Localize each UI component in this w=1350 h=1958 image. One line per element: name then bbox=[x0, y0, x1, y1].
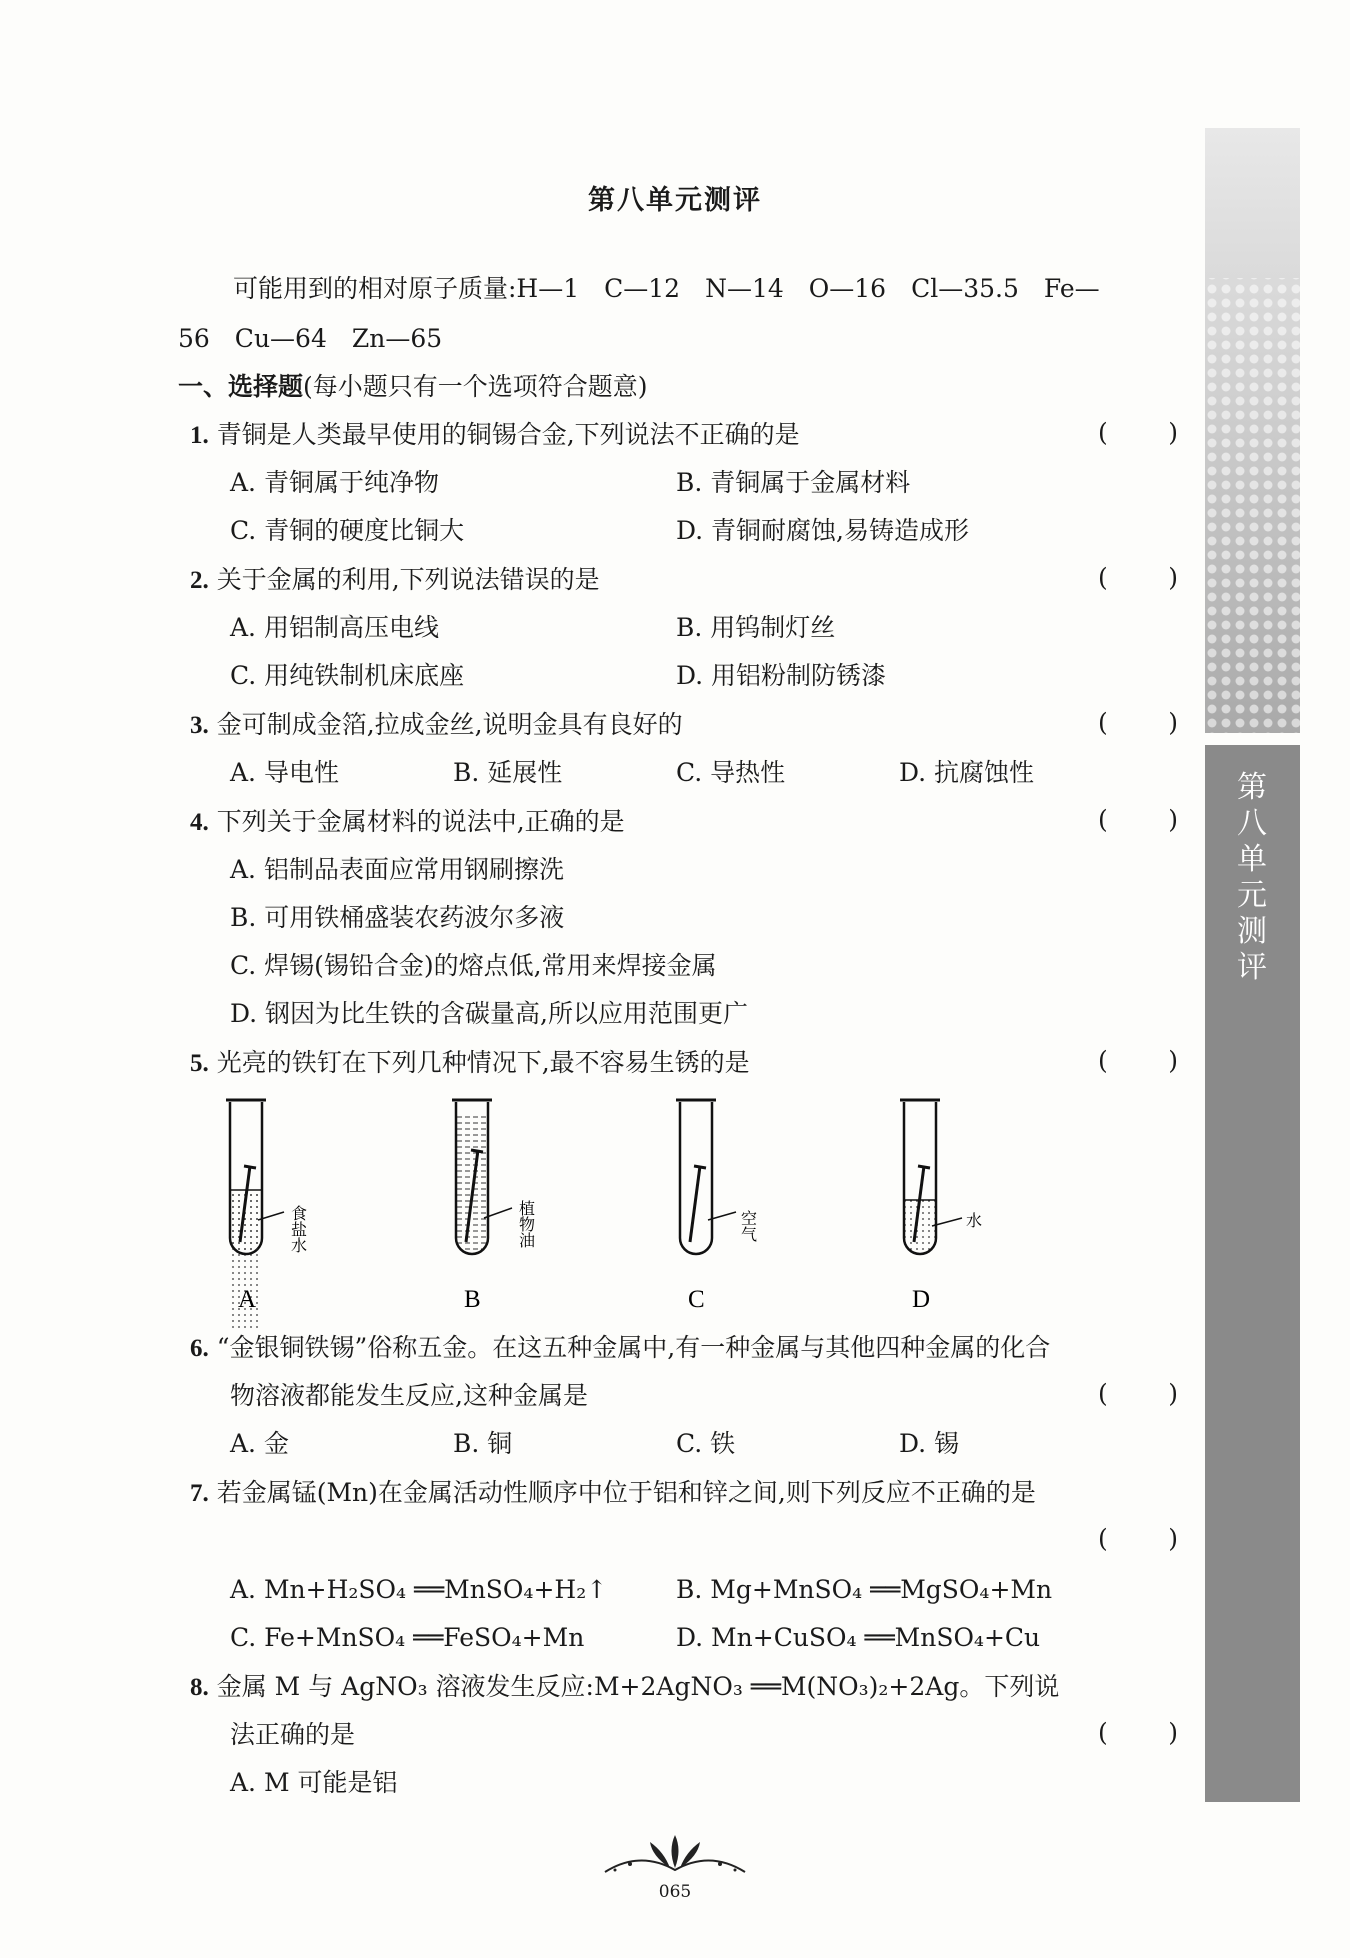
question-stem-line1: “金银铜铁锡”俗称五金。在这五种金属中,有一种金属与其他四种金属的化合 bbox=[216, 1333, 1051, 1362]
q3-option-d: D. 抗腐蚀性 bbox=[899, 758, 1035, 787]
question-3 bbox=[190, 708, 683, 743]
tube-a-letter: A bbox=[238, 1286, 257, 1313]
q2-option-c: C. 用纯铁制机床底座 bbox=[230, 661, 465, 690]
question-number: 5. bbox=[190, 1050, 209, 1077]
q4-option-d: D. 钢因为比生铁的含碳量高,所以应用范围更广 bbox=[230, 999, 748, 1028]
answer-blank-3[interactable]: ( ) bbox=[1098, 708, 1178, 737]
answer-blank-2[interactable]: ( ) bbox=[1098, 563, 1178, 592]
q4-option-b: B. 可用铁桶盛装农药波尔多液 bbox=[230, 903, 565, 932]
section-note: (每小题只有一个选项符合题意) bbox=[303, 372, 648, 401]
test-tube-c bbox=[676, 1100, 758, 1313]
question-number: 6. bbox=[190, 1335, 209, 1362]
tube-c-letter: C bbox=[688, 1286, 705, 1313]
test-tube-b bbox=[452, 1100, 536, 1313]
atomic-masses-line1: 可能用到的相对原子质量:H—1 C—12 N—14 O—16 Cl—35.5 Fe— bbox=[233, 274, 1100, 303]
page-title: 第八单元测评 bbox=[588, 185, 762, 216]
q8-option-a: A. M 可能是铝 bbox=[230, 1768, 398, 1797]
atomic-masses-line2: 56 Cu—64 Zn—65 bbox=[178, 324, 443, 353]
q6-option-b: B. 铜 bbox=[453, 1429, 513, 1458]
tube-c-label: 空气 bbox=[738, 1210, 758, 1242]
answer-blank-6[interactable]: ( ) bbox=[1098, 1379, 1178, 1408]
ornament-icon bbox=[600, 1830, 750, 1880]
answer-blank-8[interactable]: ( ) bbox=[1098, 1718, 1178, 1747]
question-1 bbox=[190, 418, 800, 453]
q7-option-a: A. Mn+H₂SO₄ ══MnSO₄+H₂↑ bbox=[230, 1575, 608, 1604]
q2-option-d: D. 用铝粉制防锈漆 bbox=[676, 661, 887, 690]
q4-option-c: C. 焊锡(锡铅合金)的熔点低,常用来焊接金属 bbox=[230, 951, 717, 980]
question-2 bbox=[190, 563, 600, 598]
answer-blank-4[interactable]: ( ) bbox=[1098, 805, 1178, 834]
dot-pattern bbox=[1205, 128, 1300, 733]
sidebar-decoration bbox=[1205, 128, 1300, 733]
q6-option-c: C. 铁 bbox=[676, 1429, 736, 1458]
q1-option-b: B. 青铜属于金属材料 bbox=[676, 468, 911, 497]
q1-option-a: A. 青铜属于纯净物 bbox=[230, 468, 439, 497]
question-number: 8. bbox=[190, 1674, 209, 1701]
question-stem: 关于金属的利用,下列说法错误的是 bbox=[216, 565, 600, 594]
q7-option-b: B. Mg+MnSO₄ ══MgSO₄+Mn bbox=[676, 1575, 1053, 1604]
q1-option-c: C. 青铜的硬度比铜大 bbox=[230, 516, 465, 545]
question-stem-line1: 金属 M 与 AgNO₃ 溶液发生反应:M+2AgNO₃ ══M(NO₃)₂+2Ag。下列说 bbox=[216, 1672, 1060, 1701]
question-number: 7. bbox=[190, 1480, 209, 1507]
tube-d-label: 水 bbox=[966, 1211, 983, 1230]
q3-option-c: C. 导热性 bbox=[676, 758, 786, 787]
answer-blank-5[interactable]: ( ) bbox=[1098, 1046, 1178, 1075]
question-8 bbox=[190, 1670, 1059, 1705]
question-stem: 若金属锰(Mn)在金属活动性顺序中位于铝和锌之间,则下列反应不正确的是 bbox=[216, 1478, 1036, 1507]
q1-option-d: D. 青铜耐腐蚀,易铸造成形 bbox=[676, 516, 969, 545]
q4-option-a: A. 铝制品表面应常用钢刷擦洗 bbox=[230, 855, 564, 884]
q3-option-a: A. 导电性 bbox=[230, 758, 339, 787]
question-4 bbox=[190, 805, 625, 840]
section-heading bbox=[178, 370, 648, 404]
q7-option-c: C. Fe+MnSO₄ ══FeSO₄+Mn bbox=[230, 1623, 585, 1652]
q6-option-a: A. 金 bbox=[230, 1429, 289, 1458]
q6-option-d: D. 锡 bbox=[899, 1429, 960, 1458]
question-number: 1. bbox=[190, 422, 209, 449]
question-6 bbox=[190, 1331, 1050, 1366]
question-8-line2: 法正确的是 bbox=[230, 1720, 356, 1749]
question-stem: 光亮的铁钉在下列几种情况下,最不容易生锈的是 bbox=[216, 1048, 750, 1077]
question-number: 4. bbox=[190, 809, 209, 836]
sidebar-tab-label: 第八单元测评 bbox=[1237, 770, 1267, 985]
question-stem: 青铜是人类最早使用的铜锡合金,下列说法不正确的是 bbox=[216, 420, 800, 449]
q3-option-b: B. 延展性 bbox=[453, 758, 563, 787]
q2-option-b: B. 用钨制灯丝 bbox=[676, 613, 836, 642]
question-5 bbox=[190, 1046, 750, 1081]
question-7 bbox=[190, 1476, 1036, 1511]
question-number: 3. bbox=[190, 712, 209, 739]
answer-blank-7[interactable]: ( ) bbox=[1098, 1524, 1178, 1553]
tube-b-label: 植物油 bbox=[516, 1200, 536, 1248]
question-stem: 金可制成金箔,拉成金丝,说明金具有良好的 bbox=[216, 710, 683, 739]
tube-b-letter: B bbox=[464, 1286, 481, 1313]
test-tube-a bbox=[226, 1100, 308, 1330]
q2-option-a: A. 用铝制高压电线 bbox=[230, 613, 439, 642]
section-label: 一、选择题 bbox=[178, 372, 304, 401]
page-number: 065 bbox=[658, 1882, 692, 1902]
tube-d-letter: D bbox=[912, 1286, 931, 1313]
question-stem: 下列关于金属材料的说法中,正确的是 bbox=[216, 807, 625, 836]
test-tube-figure bbox=[200, 1090, 1020, 1330]
q7-option-d: D. Mn+CuSO₄ ══MnSO₄+Cu bbox=[676, 1623, 1041, 1652]
question-number: 2. bbox=[190, 567, 209, 594]
answer-blank-1[interactable]: ( ) bbox=[1098, 418, 1178, 447]
test-tube-d bbox=[900, 1100, 982, 1313]
tube-a-label: 食盐水 bbox=[288, 1205, 308, 1253]
question-6-line2: 物溶液都能发生反应,这种金属是 bbox=[230, 1381, 588, 1410]
